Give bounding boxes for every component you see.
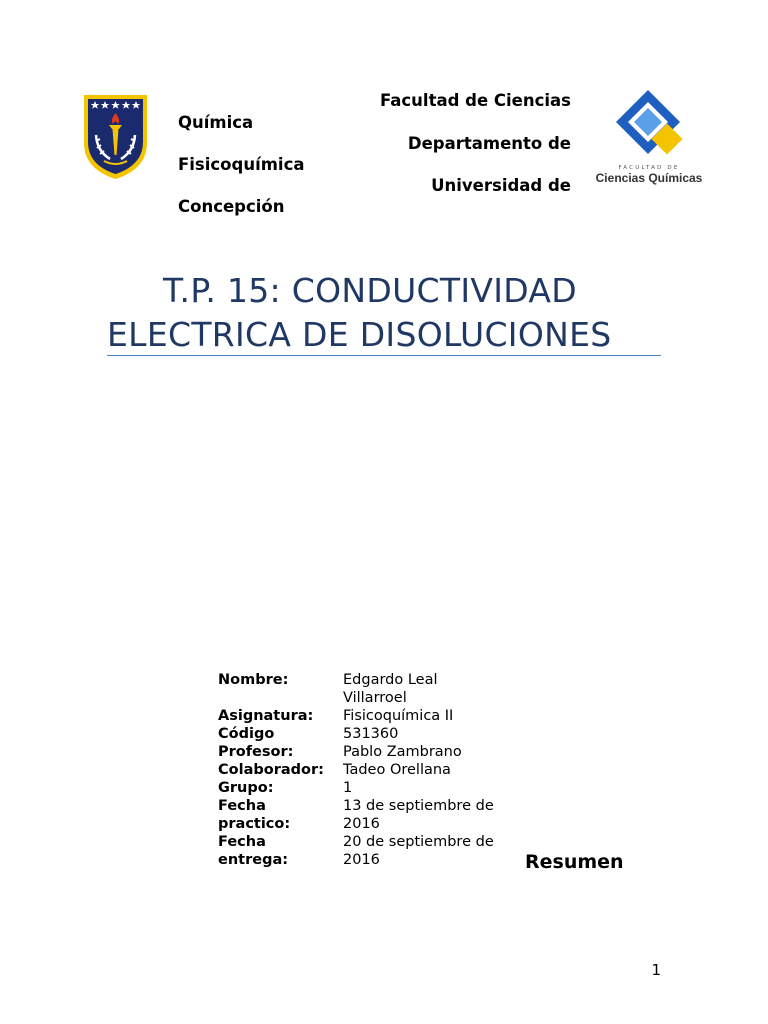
faculty-logo-caption-top: FACULTAD DE [618,165,680,171]
info-value-codigo: 531360 [343,726,399,742]
info-label-grupo: Grupo: [218,780,274,796]
page-number: 1 [651,961,661,979]
university-crest-logo [82,93,149,180]
info-value-fecha-entrega-1: 20 de septiembre de [343,834,494,850]
info-value-colaborador: Tadeo Orellana [343,762,451,778]
header-left-line-3: Concepción [178,197,285,216]
info-value-asignatura: Fisicoquímica II [343,708,454,724]
section-heading-resumen: Resumen [525,851,624,873]
header-right-line-3: Universidad de [431,176,571,195]
info-label-fecha-practico-2: practico: [218,816,291,832]
crest-icon [82,93,149,180]
faculty-logo [590,88,708,188]
header-right-line-2: Departamento de [407,134,571,153]
info-label-profesor: Profesor: [218,744,294,760]
faculty-logo-caption-main: Ciencias Químicas [595,171,703,185]
info-label-nombre: Nombre: [218,672,289,688]
info-value-fecha-practico-2: 2016 [343,816,380,832]
info-value-profesor: Pablo Zambrano [343,744,462,760]
info-value-grupo: 1 [343,780,353,796]
title-line-1: T.P. 15: CONDUCTIVIDAD [163,271,577,310]
header-left-line-2: Fisicoquímica [178,155,305,174]
info-label-colaborador: Colaborador: [218,762,324,778]
info-value-fecha-entrega-2: 2016 [343,852,380,868]
title-underline-divider [107,355,661,356]
header-left-line-1: Química [178,113,254,132]
info-label-fecha-entrega-2: entrega: [218,852,289,868]
info-label-asignatura: Asignatura: [218,708,314,724]
title-line-2: ELECTRICA DE DISOLUCIONES [107,315,612,354]
info-value-fecha-practico-1: 13 de septiembre de [343,798,494,814]
info-label-fecha-entrega-1: Fecha [218,834,266,850]
info-value-nombre-2: Villarroel [343,690,407,706]
info-label-fecha-practico-1: Fecha [218,798,266,814]
info-value-nombre-1: Edgardo Leal [343,672,438,688]
faculty-diamond-icon [590,88,708,188]
header-right-line-1: Facultad de Ciencias [379,91,571,110]
info-label-codigo: Código [218,726,275,742]
